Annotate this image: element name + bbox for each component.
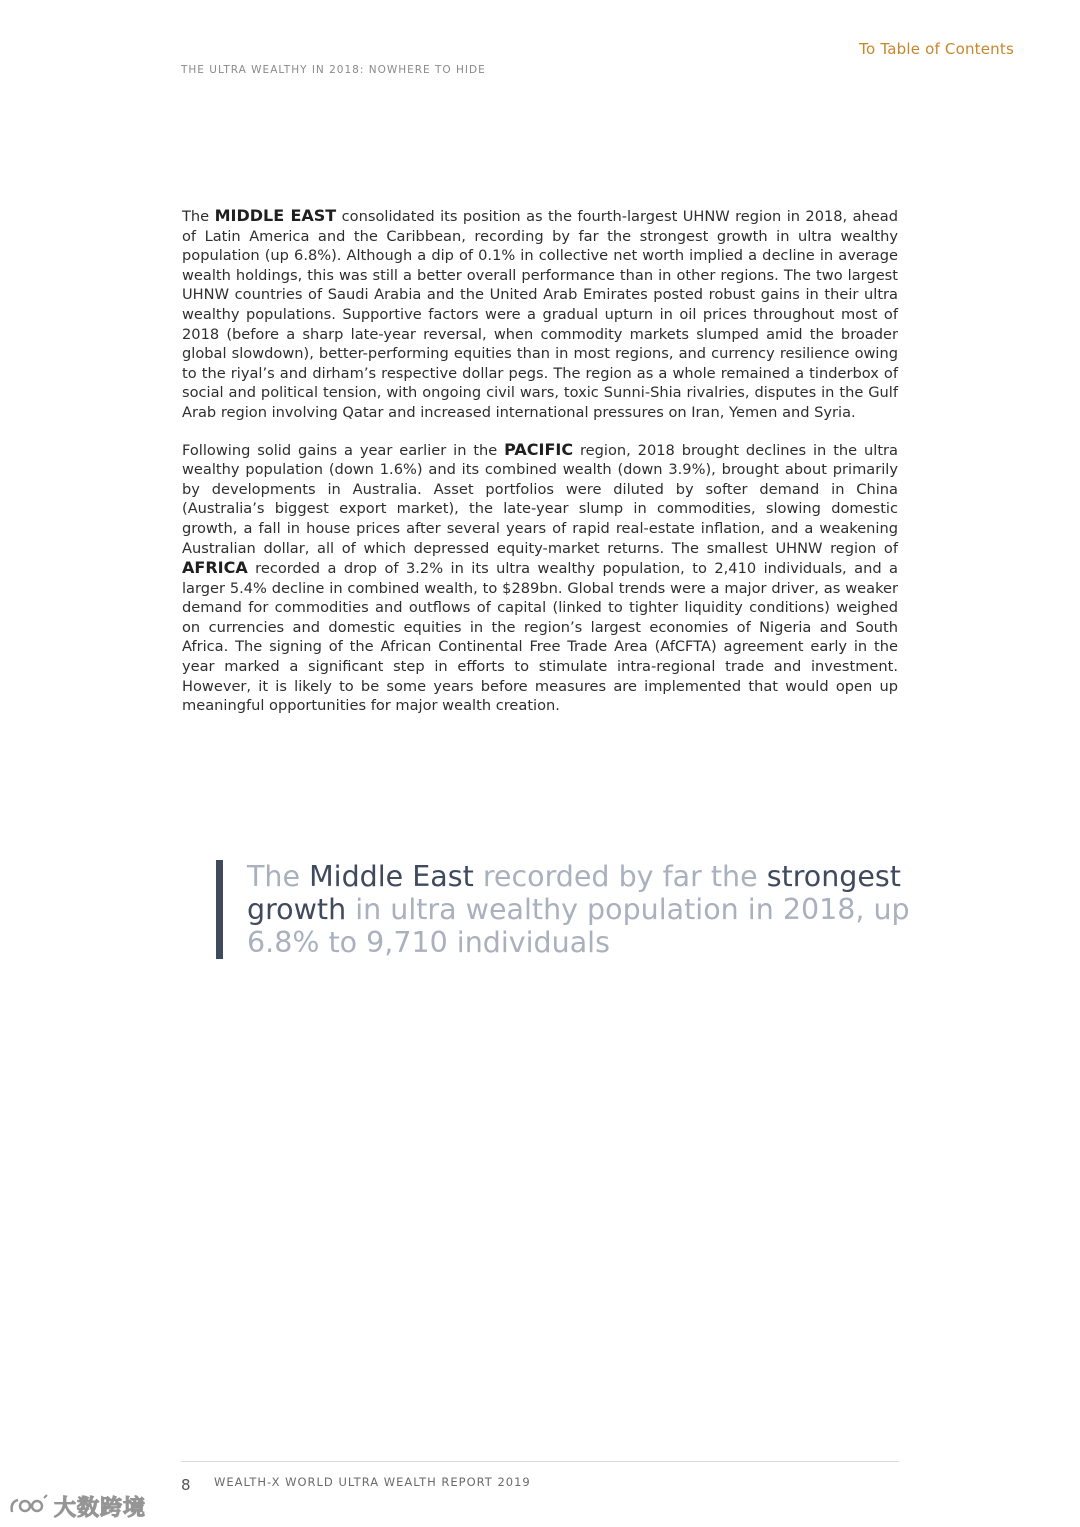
quote-highlight: strongest growth xyxy=(247,860,901,926)
watermark-text: 大数跨境 xyxy=(54,1495,147,1521)
paragraph-text: region, 2018 brought declines in the ultra wealthy population (down 1.6%) and its combined wealth (down 3.9%), brought about primarily by developments in Australia. Asset portfolios were diluted by softer demand in China (Australia’s biggest export market), the late-year slump in commodities, slowing domestic growth, a fall in house prices after several years of rapid real-estate inflation, and a weakening Australian dollar, all of which depressed equity-market returns. The smallest UHNW region of xyxy=(182,441,898,557)
quote-text: The xyxy=(247,860,310,893)
paragraph-text: Following solid gains a year earlier in the xyxy=(182,441,505,459)
article-body xyxy=(182,206,898,733)
toc-link[interactable]: To Table of Contents xyxy=(859,40,1014,58)
quote-highlight: Middle East xyxy=(309,860,474,893)
paragraph-pacific-africa xyxy=(182,440,898,716)
region-heading-pacific: PACIFIC xyxy=(504,439,574,459)
page-number: 8 xyxy=(181,1476,191,1494)
paragraph-text: recorded a drop of 3.2% in its ultra wealthy population, to 2,410 individuals, and a larger 5.4% decline in combined wealth, to $289bn. Global trends were a major driver, as weaker demand for commodities and outflows of capital (linked to tighter liquidity conditions) weighed on currencies and domestic equities in the region’s largest economies of Nigeria and South Africa. The signing of the African Continental Free Trade Area (AfCFTA) agreement early in the year marked a significant step in efforts to stimulate intra-regional trade and investment. However, it is likely to be some years before measures are implemented that would open up meaningful opportunities for major wealth creation. xyxy=(182,560,898,715)
logo-icon xyxy=(8,1492,50,1520)
quote-text: recorded by far the xyxy=(473,860,767,893)
paragraph-middle-east xyxy=(182,206,898,423)
paragraph-text: consolidated its position as the fourth-largest UHNW region in 2018, ahead of Latin America and the Caribbean, recording by far the strongest growth in ultra wealthy population (up 6.8%). Although a dip of 0.1% in collective net worth implied a decline in average wealth holdings, this was still a better overall performance than in other regions. The two largest UHNW countries of Saudi Arabia and the United Arab Emirates posted robust gains in their ultra wealthy populations. Supportive factors were a gradual upturn in oil prices throughout most of 2018 (before a sharp late-year reversal, when commodity markets slumped amid the broader global slowdown), better-performing equities than in most regions, and currency resilience owing to the riyal’s and dirham’s respective dollar pegs. The region as a whole remained a tinderbox of social and political tension, with ongoing civil wars, toxic Sunni-Shia rivalries, disputes in the Gulf Arab region involving Qatar and increased international pressures on Iran, Yemen and Syria. xyxy=(182,208,898,421)
watermark xyxy=(8,1490,146,1522)
region-heading-africa: AFRICA xyxy=(182,558,248,578)
footer-report-title: WEALTH-X WORLD ULTRA WEALTH REPORT 2019 xyxy=(214,1475,531,1489)
quote-text: in ultra wealthy population in 2018, up 6.8% to 9,710 individuals xyxy=(247,893,910,959)
region-heading-middle-east: MIDDLE EAST xyxy=(214,206,337,225)
running-header: THE ULTRA WEALTHY IN 2018: NOWHERE TO HIDE xyxy=(181,64,486,76)
footer-divider xyxy=(181,1461,899,1462)
pull-quote xyxy=(216,860,917,959)
paragraph-text: The xyxy=(182,208,215,225)
